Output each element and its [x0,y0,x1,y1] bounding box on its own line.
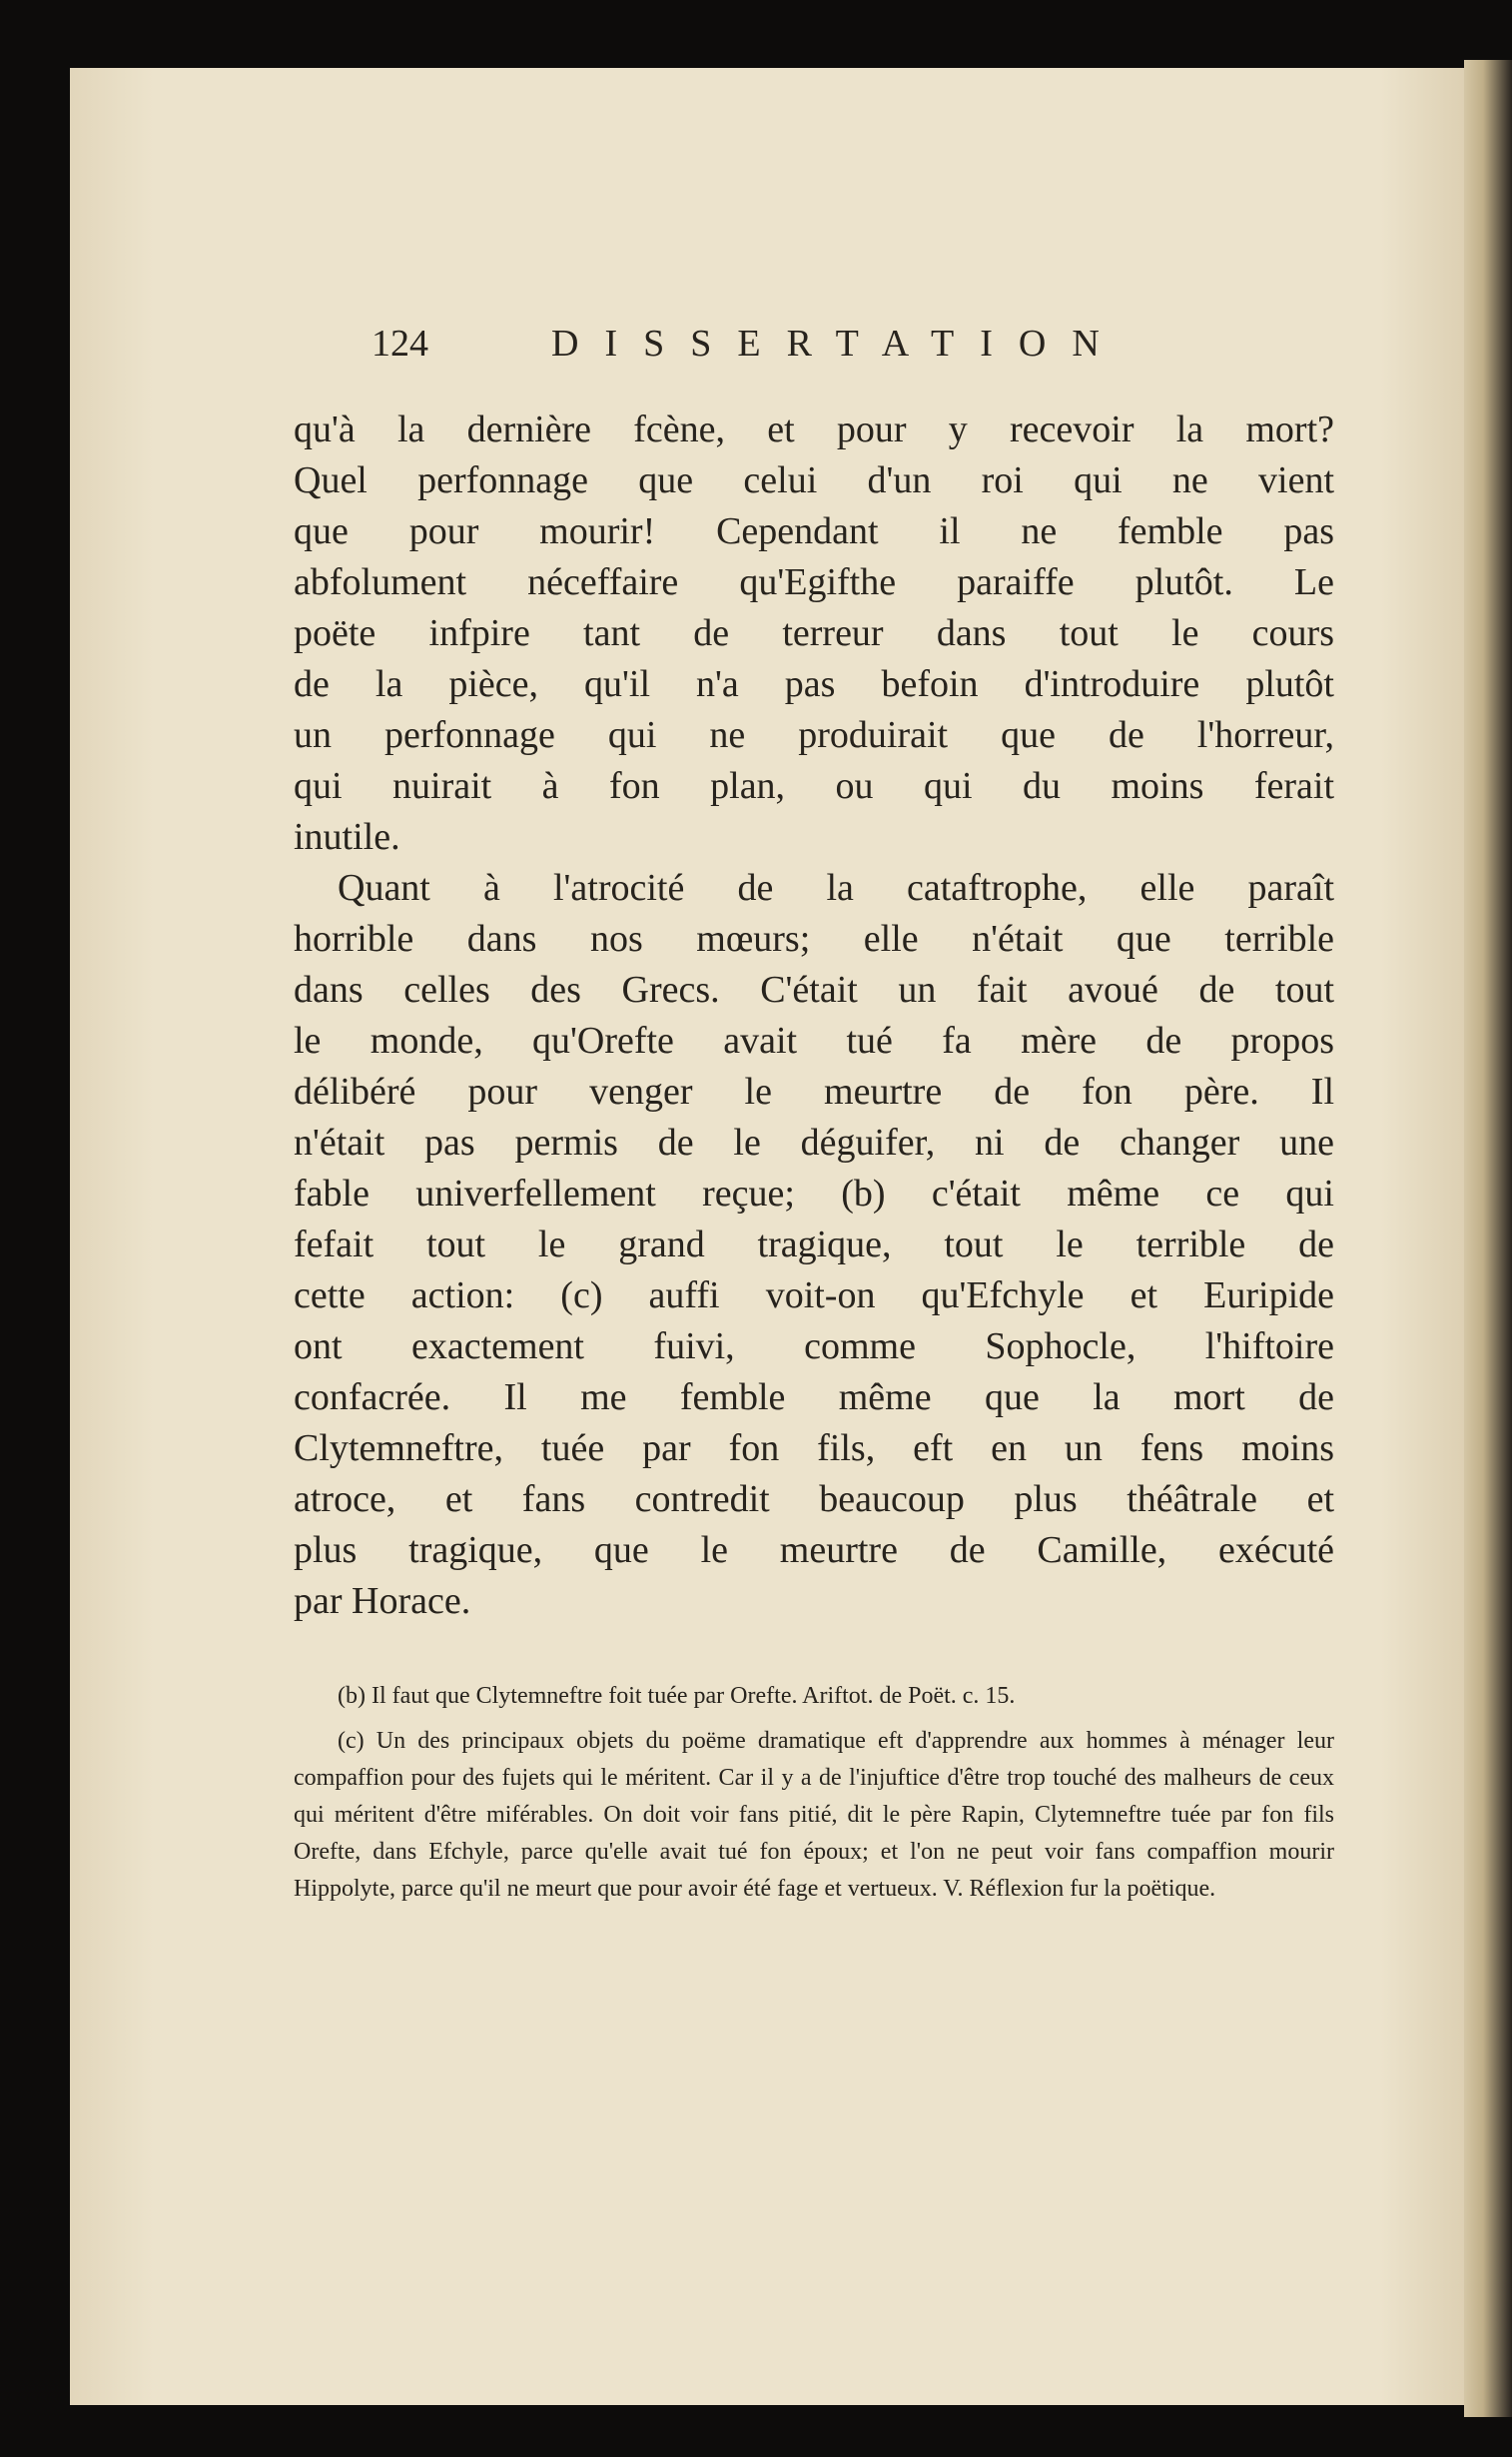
text-line: n'était pas permis de le déguifer, ni de changer une [294,1122,1334,1164]
text-line: délibéré pour venger le meurtre de fon père. Il [294,1071,1334,1113]
text-line: un perfonnage qui ne produirait que de l'horreur, [294,714,1334,756]
running-head: DISSERTATION [551,323,1126,365]
footnote-c: (c) Un des principaux objets du poëme dramatique eft d'apprendre aux hommes à ménager leur compaffion pour des fujets qui le méritent. Car il y a de l'injuftice d'être trop touché des malheurs de ceux qui méritent d'être miférables. On doit voir fans pitié, dit le père Rapin, Clytemneftre tuée par fon fils Orefte, dans Efchyle, parce qu'elle avait tué fon époux; et l'on ne peut voir fans compaffion mourir Hippolyte, parce qu'il ne meurt que pour avoir été fage et vertueux. V. Réflexion fur la poëtique. [294,1728,1334,1902]
book-spine-edge [1464,60,1512,2417]
text-line: confacrée. Il me femble même que la mort de [294,1376,1334,1418]
paragraph-2 [294,863,1334,1627]
text-line: fable univerfellement reçue; (b) c'était même ce qui [294,1173,1334,1215]
text-line: atroce, et fans contredit beaucoup plus théâtrale et [294,1478,1334,1520]
text-line: Quel perfonnage que celui d'un roi qui ne vient [294,459,1334,501]
footnotes [294,1678,1334,1916]
text-line: plus tragique, que le meurtre de Camille, exécuté [294,1529,1334,1571]
text-line: fefait tout le grand tragique, tout le terrible de [294,1224,1334,1265]
text-line: abfolument néceffaire qu'Egifthe paraiffe plutôt. Le [294,561,1334,603]
text-line: Clytemneftre, tuée par fon fils, eft en un fens moins [294,1427,1334,1469]
text-line: inutile. [294,816,400,858]
text-line: horrible dans nos mœurs; elle n'était que terrible [294,918,1334,960]
main-text [294,405,1334,1627]
paragraph-1 [294,405,1334,863]
text-line: que pour mourir! Cependant il ne femble pas [294,510,1334,552]
text-line: le monde, qu'Orefte avait tué fa mère de propos [294,1020,1334,1062]
text-line: poëte infpire tant de terreur dans tout le cours [294,612,1334,654]
text-line: Quant à l'atrocité de la cataftrophe, elle paraît [338,867,1334,909]
text-line: cette action: (c) auffi voit-on qu'Efchyle et Euripide [294,1274,1334,1316]
text-line: dans celles des Grecs. C'était un fait avoué de tout [294,969,1334,1011]
text-line: par Horace. [294,1580,471,1622]
footnote-b: (b) Il faut que Clytemneftre foit tuée par Orefte. Ariftot. de Poët. c. 15. [338,1683,1016,1709]
text-line: qu'à la dernière fcène, et pour y recevoir la mort? [294,409,1334,450]
text-line: de la pièce, qu'il n'a pas befoin d'introduire plutôt [294,663,1334,705]
text-line: qui nuirait à fon plan, ou qui du moins ferait [294,765,1334,807]
page-number: 124 [372,323,428,365]
text-line: ont exactement fuivi, comme Sophocle, l'hiftoire [294,1325,1334,1367]
